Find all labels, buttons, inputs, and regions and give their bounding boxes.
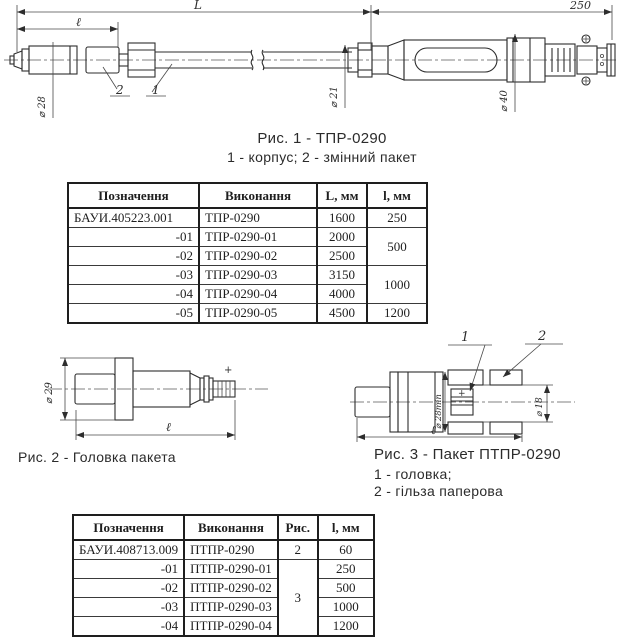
cell-designation: -01 [73,560,184,579]
callout-1-label: 1 [152,83,160,97]
cell-version: ТПР-0290-02 [199,247,317,266]
cell-version: ПТПР-0290-01 [184,560,278,579]
fig1-dia28 [37,42,53,118]
cell-l: 1200 [367,304,427,324]
fig3-caption-item1: 1 - головка; [374,466,452,482]
cell-version: ПТПР-0290-04 [184,617,278,637]
table-row [73,540,374,560]
dia21-label: ⌀ 21 [329,86,340,108]
table2-header-designation: Позначення [73,515,184,540]
table-row [68,208,427,228]
fig2-caption: Рис. 2 - Головка пакета [18,449,176,465]
fig3-callout-1 [448,330,492,391]
table2-header-row [73,515,374,540]
fig3-drawing [345,325,618,445]
table1-header-version: Виконання [199,183,317,208]
fig3-dim-l-label: ℓ [431,423,436,437]
cell-fig-merged: 3 [278,560,318,637]
fig1-callout-1 [146,64,172,97]
dia18-label: ⌀ 18 [535,397,545,417]
fig3-callout-1-label: 1 [461,330,470,345]
cell-L: 1600 [317,208,367,228]
fig3-dia18 [522,385,553,422]
cell-designation: БАУИ.408713.009 [73,540,184,560]
cell-l-merged: 500 [367,228,427,266]
fig2-drawing [20,340,300,448]
cell-designation: -05 [68,304,199,324]
fig1-dimension-L [17,0,371,52]
fig1-dia21 [329,45,345,108]
cell-L: 2500 [317,247,367,266]
cell-designation: -02 [68,247,199,266]
table-tpr-0290 [67,182,428,324]
cell-designation: -04 [73,617,184,637]
cell-version: ТПР-0290-05 [199,304,317,324]
fig1-drawing [0,0,618,128]
cell-L: 3150 [317,266,367,285]
table-row [68,228,427,247]
fig1-dimension-250 [371,0,612,40]
fig3-plus-mark: + [458,389,466,399]
table-row [73,617,374,637]
cell-designation: -03 [73,598,184,617]
cell-L: 4000 [317,285,367,304]
fig3-callout-2-label: 2 [538,329,547,344]
cell-l: 60 [318,540,374,560]
cell-l: 1000 [318,598,374,617]
cell-designation: -01 [68,228,199,247]
dim-L-label: L [194,0,202,12]
fig3-caption-item2: 2 - гільза паперова [374,483,504,499]
dia28-label: ⌀ 28 [37,96,48,118]
fig1-caption-legend: 1 - корпус; 2 - змінний пакет [227,149,417,165]
cell-fig: 2 [278,540,318,560]
table2-header-version: Виконання [184,515,278,540]
cell-version: ТПР-0290 [199,208,317,228]
table-row [73,598,374,617]
cell-l-merged: 1000 [367,266,427,304]
fig1-dimension-l [17,15,118,48]
table2-header-l: l, мм [318,515,374,540]
cell-version: ТПР-0290-04 [199,285,317,304]
table-row [73,560,374,579]
cell-l: 250 [367,208,427,228]
table1-header-row [68,183,427,208]
cell-version: ПТПР-0290-02 [184,579,278,598]
dia40-label: ⌀ 40 [499,90,510,112]
cell-l: 250 [318,560,374,579]
table-row [73,579,374,598]
cell-version: ПТПР-0290-03 [184,598,278,617]
cell-designation: -03 [68,266,199,285]
cell-designation: -02 [73,579,184,598]
dim-250-label: 250 [570,0,591,12]
cell-L: 4500 [317,304,367,324]
fig2-plus-mark: + [224,365,233,376]
table2-header-fig: Рис. [278,515,318,540]
dia28min-label: ⌀ 28min [434,394,444,429]
table1-header-designation: Позначення [68,183,199,208]
fig1-callout-2 [103,67,130,97]
cell-designation: БАУИ.405223.001 [68,208,199,228]
fig1-caption-title: Рис. 1 - ТПР-0290 [257,130,387,147]
table-ptpr-0290 [72,514,375,637]
table1-header-L: L, мм [317,183,367,208]
dim-l-label: ℓ [76,15,81,29]
cell-designation: -04 [68,285,199,304]
fig3-caption-title: Рис. 3 - Пакет ПТПР-0290 [374,446,561,463]
cell-version: ТПР-0290-01 [199,228,317,247]
table1-header-l: l, мм [367,183,427,208]
fig2-dim-l-label: ℓ [166,420,171,434]
cell-version: ТПР-0290-03 [199,266,317,285]
callout-2-label: 2 [116,83,124,97]
dia29-label: ⌀ 29 [44,382,55,404]
cell-version: ПТПР-0290 [184,540,278,560]
cell-l: 500 [318,579,374,598]
cell-l: 1200 [318,617,374,637]
table-row [68,266,427,285]
cell-L: 2000 [317,228,367,247]
table-row [68,304,427,324]
